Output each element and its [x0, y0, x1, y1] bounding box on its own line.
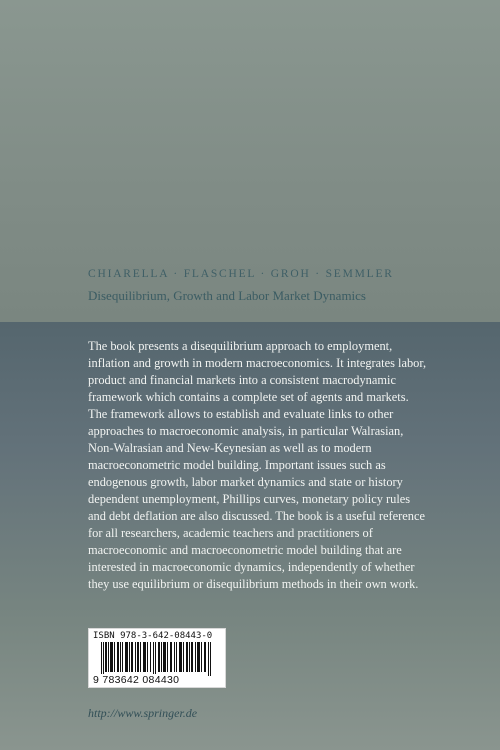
isbn-text: ISBN 978-3-642-08443-0	[93, 631, 213, 641]
blurb-text: The book presents a disequilibrium approach to employment, inflation and growth in modern macroeconomics. It integrates labor, product and financial markets into a consistent macrodynamic framework which contains a complete set of agents and markets. The framework allows to establish and evaluate links to other approaches to macroeconomic analysis, in particular Walrasian, Non-Walrasian and New-Keynesian as well as to modern macroeconometric model building. Important issues such as endogenous growth, labor market dynamics and state or history dependent unemployment, Phillips curves, monetary policy rules and debt deflation are also discussed. The book is a useful reference for all researchers, academic teachers and practitioners of macroeconomic and macroeconometric model building that are interested in macroeconomic dynamics, independently of whether they use equilibrium or disequilibrium methods in their own work.	[88, 339, 427, 591]
publisher-url[interactable]: http://www.springer.de	[88, 706, 198, 720]
barcode-panel	[88, 628, 226, 688]
barcode-icon	[95, 642, 219, 676]
authors-line: CHIARELLA · FLASCHEL · GROH · SEMMLER	[88, 268, 394, 280]
book-title: Disequilibrium, Growth and Labor Market Dynamics	[88, 288, 366, 303]
ean-digits: 9 783642 084430	[93, 674, 180, 686]
